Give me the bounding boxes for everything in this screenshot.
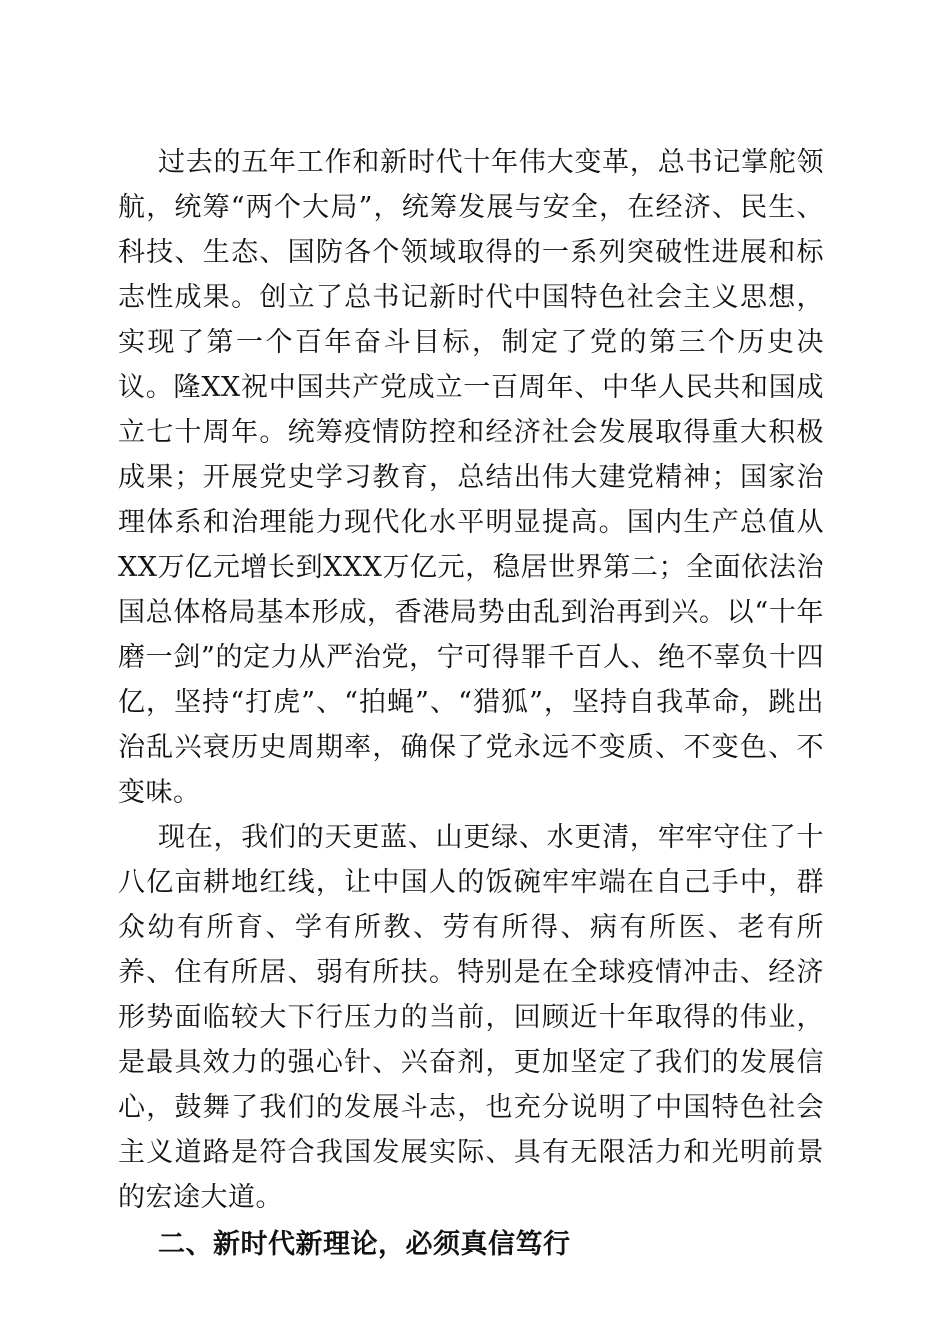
document-page: [118, 140, 824, 1267]
section-heading: 二、新时代新理论，必须真信笃行: [158, 1229, 571, 1260]
paragraph-present: 现在，我们的天更蓝、山更绿、水更清，牢牢守住了十八亿亩耕地红线，让中国人的饭碗牢牢端在自己手中，群众幼有所育、学有所教、劳有所得、病有所医、老有所养、住有所居、弱有所扶。特别是在全球疫情冲击、经济形势面临较大下行压力的当前，回顾近十年取得的伟业，是最具效力的强心针、兴奋剂，更加坚定了我们的发展信心，鼓舞了我们的发展斗志，也充分说明了中国特色社会主义道路是符合我国发展实际、具有无限活力和光明前景的宏途大道。: [118, 822, 824, 1213]
paragraph-achievements: 过去的五年工作和新时代十年伟大变革，总书记掌舵领航，统筹“两个大局”，统筹发展与安全，在经济、民生、科技、生态、国防各个领域取得的一系列突破性进展和标志性成果。创立了总书记新时代中国特色社会主义思想，实现了第一个百年奋斗目标，制定了党的第三个历史决议。隆XX祝中国共产党成立一百周年、中华人民共和国成立七十周年。统筹疫情防控和经济社会发展取得重大积极成果；开展党史学习教育，总结出伟大建党精神；国家治理体系和治理能力现代化水平明显提高。国内生产总值从XX万亿元增长到XXX万亿元，稳居世界第二；全面依法治国总体格局基本形成，香港局势由乱到治再到兴。以“十年磨一剑”的定力从严治党，宁可得罪千百人、绝不辜负十四亿，坚持“打虎”、“拍蝇”、“猎狐”，坚持自我革命，跳出治乱兴衰历史周期率，确保了党永远不变质、不变色、不变味。: [118, 147, 824, 808]
